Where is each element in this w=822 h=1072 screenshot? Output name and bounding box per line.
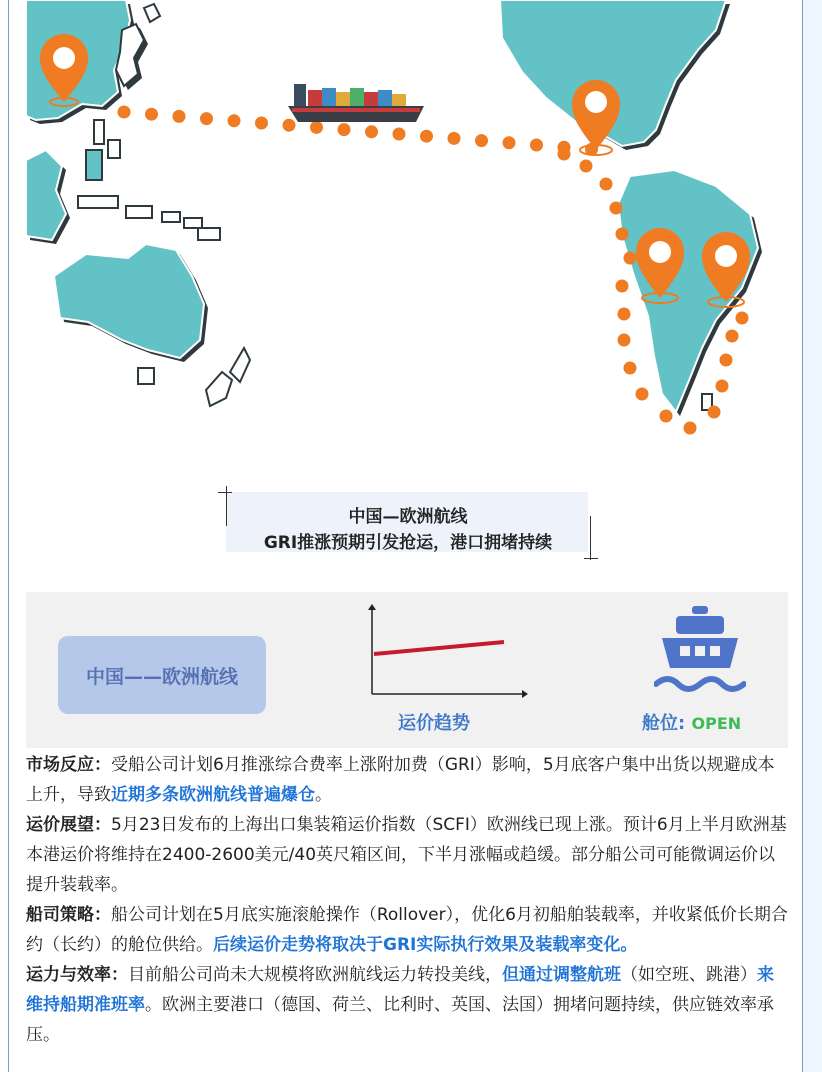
route-dot bbox=[726, 330, 739, 343]
route-dot bbox=[173, 110, 186, 123]
route-label-pill bbox=[58, 636, 266, 714]
highlight-text: 后续运价走势将取决于GRI实际执行效果及装载率变化。 bbox=[213, 935, 638, 955]
banner-title: 中国—欧洲航线 bbox=[348, 507, 468, 527]
scrollbar-track[interactable] bbox=[803, 0, 822, 1072]
us-port-pin bbox=[572, 80, 620, 155]
section-text: 船公司计划在5月底实施滚舱操作（Rollover），优化6月初船舶装载率，并收紧低价长期合约（长约）的舱位供给。 bbox=[26, 905, 788, 955]
corner-mark-br bbox=[584, 558, 598, 559]
route-dot bbox=[580, 160, 593, 173]
route-dot bbox=[448, 132, 461, 145]
route-dot bbox=[684, 422, 697, 435]
section-market-reaction bbox=[26, 750, 788, 810]
route-dot bbox=[255, 117, 268, 130]
route-dot bbox=[618, 308, 631, 321]
section-carrier-strategy bbox=[26, 900, 788, 960]
highlight-text: 近期多条欧洲航线普遍爆仓 bbox=[111, 785, 315, 805]
section-text: （如空班、跳港） bbox=[621, 965, 757, 985]
route-dot bbox=[600, 178, 613, 191]
section-text: 5月23日发布的上海出口集装箱运价指数（SCFI）欧洲线已现上涨。预计6月上半月欧洲基本港运价将维持在2400-2600美元/40英尺箱区间，下半月涨幅或趋缓。部分船公司可能微调运价以提升装载率。 bbox=[26, 815, 787, 895]
route-title-banner bbox=[218, 486, 598, 560]
southeast-asia-islands bbox=[78, 120, 220, 240]
section-heading: 船司策略： bbox=[26, 905, 111, 925]
route-dot bbox=[624, 362, 637, 375]
cabin-status bbox=[642, 709, 741, 735]
section-heading: 运价展望： bbox=[26, 815, 111, 835]
route-dot bbox=[118, 106, 131, 119]
route-dot bbox=[720, 354, 733, 367]
route-dot bbox=[393, 128, 406, 141]
ship-icon bbox=[654, 606, 746, 700]
route-dot bbox=[145, 108, 158, 121]
south-america-landmass bbox=[618, 170, 762, 416]
banner-subtitle: GRI推涨预期引发抢运，港口拥堵持续 bbox=[263, 533, 553, 553]
frame-border-left bbox=[8, 0, 9, 1072]
route-dot bbox=[310, 121, 323, 134]
route-dot bbox=[636, 388, 649, 401]
route-dot bbox=[736, 312, 749, 325]
trend-chart bbox=[364, 602, 534, 702]
section-heading: 运力与效率： bbox=[26, 965, 128, 985]
route-dot bbox=[228, 114, 241, 127]
section-rate-outlook bbox=[26, 810, 788, 900]
route-dot bbox=[530, 139, 543, 152]
section-text: 。 bbox=[315, 785, 332, 805]
route-dot bbox=[338, 123, 351, 136]
trend-line bbox=[374, 642, 504, 654]
x-axis-arrow bbox=[522, 690, 528, 698]
route-dot bbox=[283, 119, 296, 132]
route-dot bbox=[624, 252, 637, 265]
route-dot bbox=[616, 228, 629, 241]
route-dot bbox=[618, 334, 631, 347]
route-summary-panel bbox=[26, 592, 788, 748]
highlight-text: 但通过调整航班 bbox=[502, 965, 621, 985]
route-dot bbox=[420, 130, 433, 143]
australia-landmass bbox=[54, 244, 250, 406]
route-dot bbox=[616, 280, 629, 293]
route-dot bbox=[503, 136, 516, 149]
route-dot bbox=[200, 112, 213, 125]
shipping-route-map bbox=[26, 0, 788, 450]
section-text: 。欧洲主要港口（德国、荷兰、比利时、英国、法国）拥堵问题持续，供应链效率承压。 bbox=[26, 995, 774, 1045]
trend-label: 运价趋势 bbox=[398, 713, 470, 734]
route-dot bbox=[610, 202, 623, 215]
highlight-text: 来维持船期准班率 bbox=[26, 965, 774, 1015]
route-label: 中国——欧洲航线 bbox=[85, 665, 238, 688]
container-ship bbox=[288, 84, 424, 122]
section-text: 目前船公司尚未大规模将欧洲航线运力转投美线， bbox=[128, 965, 502, 985]
route-dot bbox=[660, 410, 673, 423]
cabin-open-status: OPEN bbox=[691, 714, 742, 733]
route-dot bbox=[558, 148, 571, 161]
map-illustration bbox=[26, 0, 788, 450]
article-body bbox=[26, 750, 788, 1050]
route-dot bbox=[475, 134, 488, 147]
route-dot bbox=[716, 380, 729, 393]
section-text: 受船公司计划6月推涨综合费率上涨附加费（GRI）影响，5月底客户集中出货以规避成本上升，导致 bbox=[26, 755, 775, 805]
route-dot bbox=[365, 125, 378, 138]
north-america-landmass bbox=[500, 0, 730, 150]
cabin-label: 舱位: bbox=[642, 713, 686, 734]
section-capacity-efficiency bbox=[26, 960, 788, 1050]
corner-mark-tl bbox=[218, 492, 232, 493]
y-axis-arrow bbox=[368, 604, 376, 610]
section-heading: 市场反应： bbox=[26, 755, 111, 775]
route-dot bbox=[708, 406, 721, 419]
